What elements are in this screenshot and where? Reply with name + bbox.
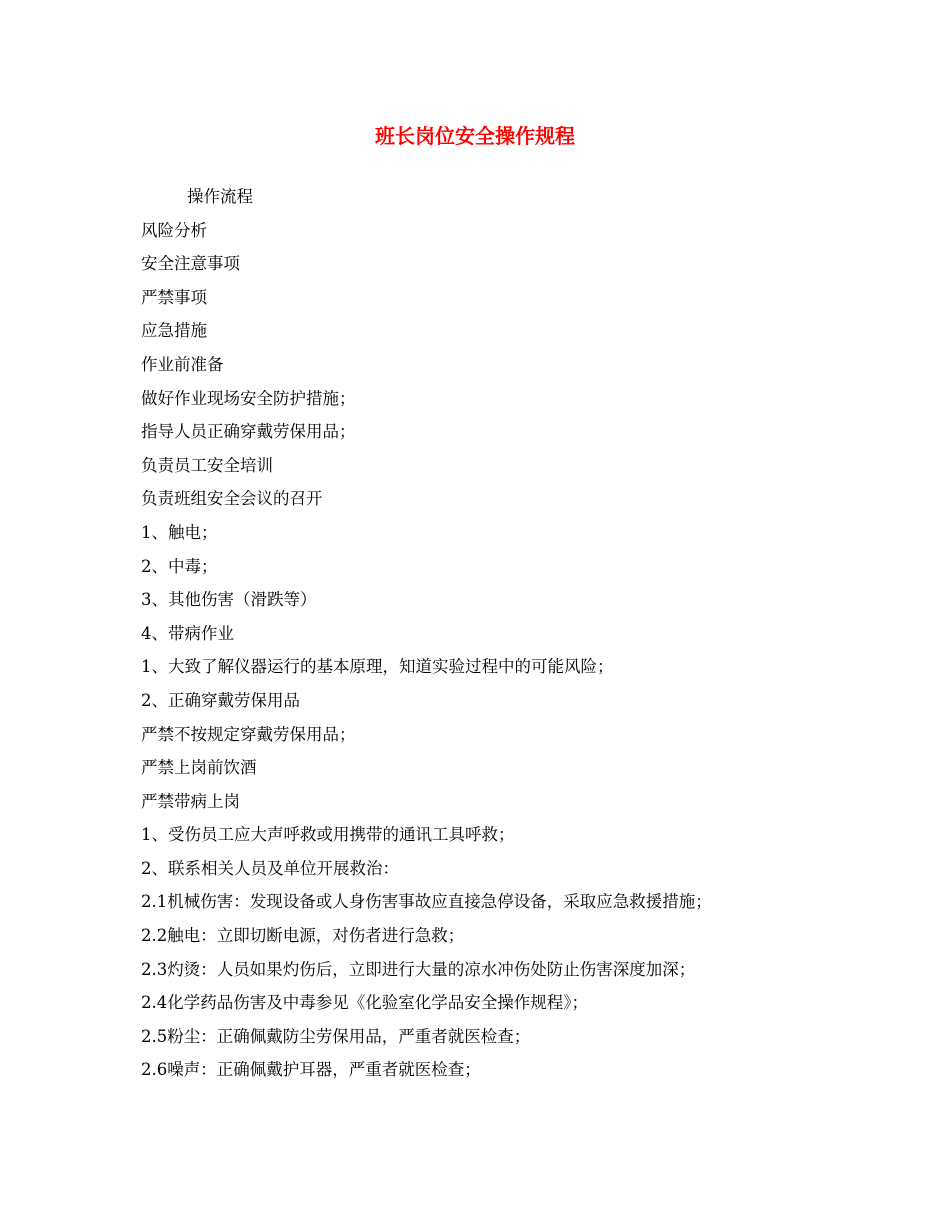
document-title: 班长岗位安全操作规程: [375, 124, 575, 148]
text-line: 做好作业现场安全防护措施；: [141, 388, 356, 408]
text-line: 1、触电；: [141, 522, 218, 542]
text-line: 2.2触电：立即切断电源，对伤者进行急救；: [141, 926, 465, 946]
text-line: 3、其他伤害（滑跌等）: [141, 590, 317, 610]
text-line: 负责员工安全培训: [141, 455, 273, 475]
text-line: 应急措施: [141, 321, 207, 341]
text-line: 1、大致了解仪器运行的基本原理，知道实验过程中的可能风险；: [141, 657, 614, 677]
text-line: 2.1机械伤害：发现设备或人身伤害事故应直接急停设备，采取应急救援措施；: [141, 892, 712, 912]
text-line: 操作流程: [187, 187, 253, 206]
text-line: 2.6噪声：正确佩戴护耳器，严重者就医检查；: [141, 1060, 481, 1080]
text-line: 2.3灼烫：人员如果灼伤后，立即进行大量的凉水冲伤处防止伤害深度加深；: [141, 959, 696, 979]
text-line: 严禁事项: [141, 287, 207, 307]
text-line: 严禁不按规定穿戴劳保用品；: [141, 724, 356, 744]
text-line: 安全注意事项: [141, 254, 240, 274]
text-line: 2、联系相关人员及单位开展救治：: [141, 858, 399, 878]
text-line: 2.5粉尘：正确佩戴防尘劳保用品，严重者就医检查；: [141, 1026, 531, 1046]
text-line: 2、中毒；: [141, 556, 218, 576]
text-line: 2、正确穿戴劳保用品: [141, 690, 300, 710]
text-line: 风险分析: [141, 220, 207, 240]
document-body: [141, 180, 821, 1087]
text-line: 2.4化学药品伤害及中毒参见《化验室化学品安全操作规程》；: [141, 993, 588, 1013]
text-line: 严禁带病上岗: [141, 791, 240, 811]
text-line: 指导人员正确穿戴劳保用品；: [141, 422, 356, 442]
text-line: 严禁上岗前饮酒: [141, 758, 257, 778]
text-line: 4、带病作业: [141, 623, 234, 643]
text-line: 负责班组安全会议的召开: [141, 489, 323, 509]
text-line: 作业前准备: [141, 354, 224, 374]
text-line: 1、受伤员工应大声呼救或用携带的通讯工具呼救；: [141, 825, 515, 845]
